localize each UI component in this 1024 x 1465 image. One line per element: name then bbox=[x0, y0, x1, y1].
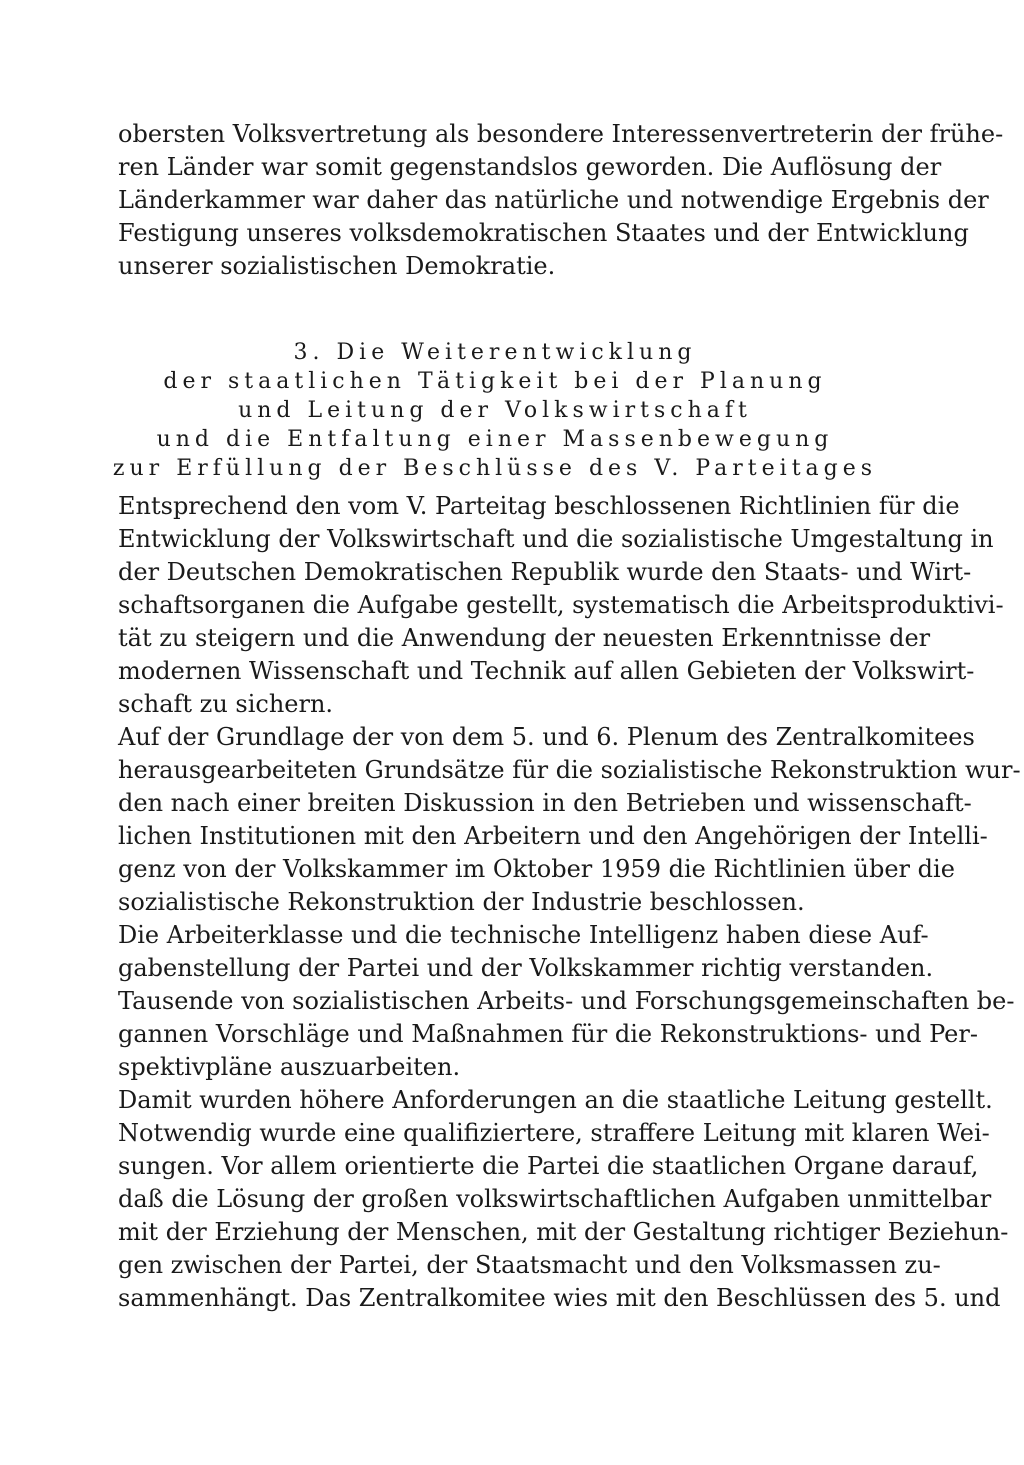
text-line: sungen. Vor allem orientierte die Partei die staatlichen Organe darauf, bbox=[118, 1152, 979, 1180]
heading-line: zur Erfüllung der Beschlüsse des V. Parteitages bbox=[112, 456, 878, 481]
heading-line: und Leitung der Volkswirtschaft bbox=[238, 398, 752, 423]
text-line: gen zwischen der Partei, der Staatsmacht und den Volksmassen zu- bbox=[118, 1251, 941, 1279]
text-line: Auf der Grundlage der von dem 5. und 6. Plenum des Zentralkomitees bbox=[118, 723, 975, 751]
text-line: Länderkammer war daher das natürliche und notwendige Ergebnis der bbox=[118, 186, 989, 214]
text-line: Festigung unseres volksdemokratischen Staates und der Entwicklung bbox=[118, 219, 969, 247]
heading-line: und die Entfaltung einer Massenbewegung bbox=[156, 427, 834, 452]
text-line: spektivpläne auszuarbeiten. bbox=[118, 1053, 461, 1081]
text-line: den nach einer breiten Diskussion in den Betrieben und wissenschaft- bbox=[118, 789, 972, 817]
text-line: Entsprechend den vom V. Parteitag beschlossenen Richtlinien für die bbox=[118, 492, 960, 520]
text-line: daß die Lösung der großen volkswirtschaftlichen Aufgaben unmittelbar bbox=[118, 1185, 992, 1213]
text-line: genz von der Volkskammer im Oktober 1959 die Richtlinien über die bbox=[118, 855, 955, 883]
text-line: Tausende von sozialistischen Arbeits- und Forschungsgemeinschaften be- bbox=[118, 987, 1015, 1015]
text-line: tät zu steigern und die Anwendung der neuesten Erkenntnisse der bbox=[118, 624, 931, 652]
text-line: Die Arbeiterklasse und die technische Intelligenz haben diese Auf- bbox=[118, 921, 929, 949]
text-line: modernen Wissenschaft und Technik auf allen Gebieten der Volkswirt- bbox=[118, 657, 975, 685]
text-line: gabenstellung der Partei und der Volkskammer richtig verstanden. bbox=[118, 954, 934, 982]
text-line: Damit wurden höhere Anforderungen an die staatliche Leitung gestellt. bbox=[118, 1086, 993, 1114]
text-line: sammenhängt. Das Zentralkomitee wies mit den Beschlüssen des 5. und bbox=[118, 1284, 1001, 1312]
text-line: herausgearbeiteten Grundsätze für die sozialistische Rekonstruktion wur- bbox=[118, 756, 1021, 784]
text-line: unserer sozialistischen Demokratie. bbox=[118, 252, 556, 280]
text-line: mit der Erziehung der Menschen, mit der Gestaltung richtiger Beziehun- bbox=[118, 1218, 1009, 1246]
text-line: gannen Vorschläge und Maßnahmen für die Rekonstruktions- und Per- bbox=[118, 1020, 978, 1048]
text-line: schaftsorganen die Aufgabe gestellt, systematisch die Arbeitsproduktivi- bbox=[118, 591, 1004, 619]
heading-line: 3. Die Weiterentwicklung bbox=[293, 340, 697, 365]
text-line: lichen Institutionen mit den Arbeitern und den Angehörigen der Intelli- bbox=[118, 822, 988, 850]
text-line: sozialistische Rekonstruktion der Industrie beschlossen. bbox=[118, 888, 805, 916]
text-line: schaft zu sichern. bbox=[118, 690, 334, 718]
text-line: der Deutschen Demokratischen Republik wurde den Staats- und Wirt- bbox=[118, 558, 972, 586]
text-line: Entwicklung der Volkswirtschaft und die sozialistische Umgestaltung in bbox=[118, 525, 994, 553]
text-line: obersten Volksvertretung als besondere Interessenvertreterin der frühe- bbox=[118, 120, 1004, 148]
text-line: Notwendig wurde eine qualifiziertere, straffere Leitung mit klaren Wei- bbox=[118, 1119, 990, 1147]
text-line: ren Länder war somit gegenstandslos geworden. Die Auflösung der bbox=[118, 153, 942, 181]
heading-line: der staatlichen Tätigkeit bei der Planung bbox=[163, 369, 827, 394]
